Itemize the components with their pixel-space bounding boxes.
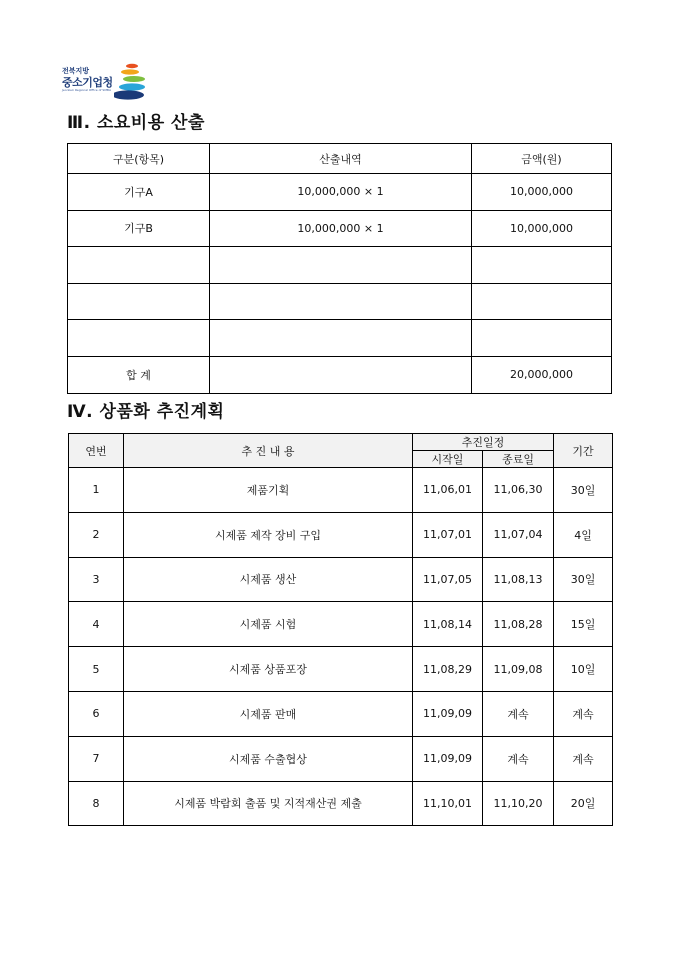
logo-english: Jeonbuk Regional Office of SMBA (62, 88, 112, 92)
total-calc (210, 356, 472, 393)
cell-end: 11,08,28 (483, 602, 554, 647)
cell-end: 11,06,30 (483, 468, 554, 513)
cell-calc: 10,000,000 × 1 (210, 174, 472, 211)
logo-text (62, 68, 113, 92)
header-no: 연번 (69, 434, 124, 468)
total-row (68, 356, 612, 393)
plan-table (68, 433, 613, 826)
cell-period: 10일 (554, 647, 613, 692)
cell-content: 제품기획 (124, 468, 413, 513)
table-row (68, 174, 612, 211)
cell-amount (472, 247, 612, 284)
cell-amount: 10,000,000 (472, 210, 612, 247)
cell-end: 11,08,13 (483, 557, 554, 602)
cell-no: 6 (69, 691, 124, 736)
cell-no: 3 (69, 557, 124, 602)
cell-period: 4일 (554, 512, 613, 557)
header-period: 기간 (554, 434, 613, 468)
cell-item: 기구A (68, 174, 210, 211)
table-row (69, 512, 613, 557)
cell-period: 30일 (554, 468, 613, 513)
cell-period: 계속 (554, 691, 613, 736)
cell-start: 11,07,05 (413, 557, 483, 602)
cell-amount (472, 283, 612, 320)
header-item: 구분(항목) (68, 144, 210, 174)
cell-amount (472, 320, 612, 357)
cell-item (68, 283, 210, 320)
cell-period: 20일 (554, 781, 613, 826)
cell-item (68, 320, 210, 357)
cell-calc (210, 247, 472, 284)
section-title-cost: Ⅲ. 소요비용 산출 (67, 113, 205, 133)
header-amount: 금액(원) (472, 144, 612, 174)
cell-end: 11,07,04 (483, 512, 554, 557)
cell-content: 시제품 상품포장 (124, 647, 413, 692)
cell-end: 계속 (483, 691, 554, 736)
logo-org-name: 중소기업청 (62, 76, 113, 89)
cell-no: 4 (69, 602, 124, 647)
cell-period: 15일 (554, 602, 613, 647)
cell-no: 5 (69, 647, 124, 692)
header-content: 추 진 내 용 (124, 434, 413, 468)
cell-start: 11,06,01 (413, 468, 483, 513)
cell-start: 11,09,09 (413, 736, 483, 781)
total-label: 합 계 (68, 356, 210, 393)
cell-content: 시제품 제작 장비 구입 (124, 512, 413, 557)
cell-calc (210, 283, 472, 320)
cell-content: 시제품 수출협상 (124, 736, 413, 781)
total-amount: 20,000,000 (472, 356, 612, 393)
table-row (68, 283, 612, 320)
cell-start: 11,08,14 (413, 602, 483, 647)
cell-content: 시제품 생산 (124, 557, 413, 602)
cell-start: 11,07,01 (413, 512, 483, 557)
cell-end: 11,09,08 (483, 647, 554, 692)
cell-no: 2 (69, 512, 124, 557)
cell-item: 기구B (68, 210, 210, 247)
cell-content: 시제품 판매 (124, 691, 413, 736)
logo-region: 전북지방 (62, 67, 90, 75)
cell-period: 계속 (554, 736, 613, 781)
cost-table-header (68, 144, 612, 174)
cell-end: 계속 (483, 736, 554, 781)
table-row (69, 468, 613, 513)
table-row (69, 736, 613, 781)
table-row (69, 781, 613, 826)
header-calc: 산출내역 (210, 144, 472, 174)
cell-end: 11,10,20 (483, 781, 554, 826)
cell-no: 1 (69, 468, 124, 513)
table-row (69, 647, 613, 692)
cell-no: 7 (69, 736, 124, 781)
logo-mark-icon (114, 62, 150, 102)
cell-calc (210, 320, 472, 357)
header-schedule: 추진일정 (413, 434, 554, 451)
header-start: 시작일 (413, 451, 483, 468)
cell-amount: 10,000,000 (472, 174, 612, 211)
table-row (69, 602, 613, 647)
cell-start: 11,08,29 (413, 647, 483, 692)
org-logo (62, 62, 152, 102)
table-row (68, 210, 612, 247)
table-row (68, 320, 612, 357)
cell-no: 8 (69, 781, 124, 826)
header-end: 종료일 (483, 451, 554, 468)
table-row (69, 557, 613, 602)
cell-item (68, 247, 210, 284)
table-row (69, 691, 613, 736)
cell-content: 시제품 시험 (124, 602, 413, 647)
cell-content: 시제품 박람회 출품 및 지적재산권 제출 (124, 781, 413, 826)
cell-start: 11,09,09 (413, 691, 483, 736)
cost-table (67, 143, 612, 394)
cell-period: 30일 (554, 557, 613, 602)
section-title-plan: Ⅳ. 상품화 추진계획 (67, 402, 225, 422)
table-row (68, 247, 612, 284)
plan-table-header (69, 434, 613, 451)
cell-calc: 10,000,000 × 1 (210, 210, 472, 247)
cell-start: 11,10,01 (413, 781, 483, 826)
